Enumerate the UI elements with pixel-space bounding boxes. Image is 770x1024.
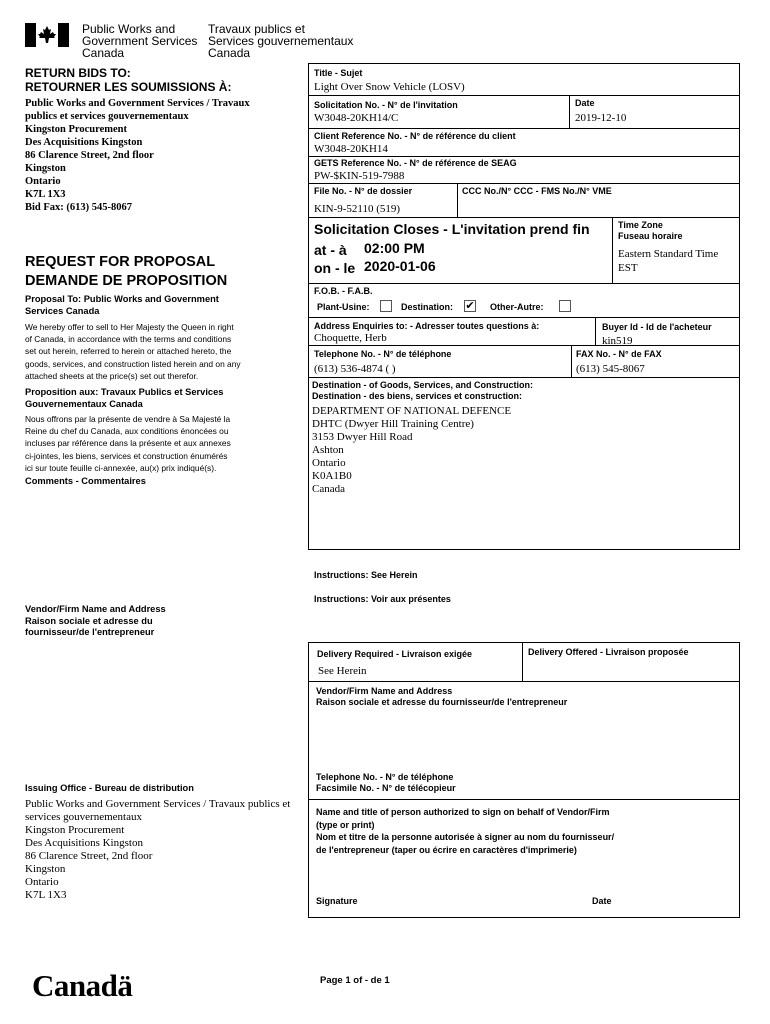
authorized-signer-label[interactable] [316, 806, 614, 856]
offer-line: ci-jointes, les biens, services et construction énumérés [25, 450, 228, 461]
rule [571, 345, 572, 377]
dest-address-line: DEPARTMENT OF NATIONAL DEFENCE [312, 405, 512, 417]
gets-ref-value: PW-$KIN-519-7988 [314, 170, 405, 182]
title-label: Title - Sujet [314, 68, 363, 78]
fax-label-line: Facsimile No. - N° de télécopieur [316, 783, 456, 793]
address-line: Ontario [25, 176, 61, 187]
dest-label-line: Destination - of Goods, Services, and Construction: [312, 380, 534, 390]
rule [569, 95, 570, 128]
tz-label-line: Fuseau horaire [618, 231, 683, 241]
address-line: publics et services gouvernementaux [25, 111, 189, 122]
vendor-line: fournisseur/de l'entrepreneur [25, 627, 155, 637]
signature-label[interactable]: Signature [316, 896, 358, 906]
proposal-to-line: Services Canada [25, 305, 100, 316]
tz-value-line: Eastern Standard Time [618, 248, 719, 260]
header-fr-line: Services gouvernementaux [208, 34, 354, 48]
issuing-office-address [25, 798, 290, 902]
header-en-line: Public Works and [82, 22, 176, 36]
destination-address [312, 405, 511, 496]
offer-line: goods, services, and construction listed herein and on any [25, 358, 241, 369]
ccc-no-label: CCC No./N° CCC - FMS No./N° VME [462, 186, 612, 196]
file-no-label: File No. - N° de dossier [314, 186, 413, 196]
signature-date-label[interactable]: Date [592, 896, 612, 906]
address-enquiries-value: Choquette, Herb [314, 332, 387, 344]
offer-line: Nous offrons par la présente de vendre à Sa Majesté la [25, 414, 231, 424]
destination-checkbox[interactable]: ✔ [465, 300, 475, 312]
authorized-label-line: Nom et titre de la personne autorisée à signer au nom du fournisseur/ [316, 832, 615, 842]
address-line: K7L 1X3 [25, 189, 66, 200]
authorized-label-line: Name and title of person authorized to sign on behalf of Vendor/Firm [316, 807, 610, 817]
fax-label: FAX No. - N° de FAX [576, 349, 662, 359]
rule [309, 377, 739, 378]
proposal-to [25, 294, 219, 317]
closing-date-label: on - le [314, 260, 356, 276]
proposition-line: Proposition aux: Travaux Publics et Services [25, 387, 224, 397]
return-bids-fr: RETOURNER LES SOUMISSIONS À: [25, 80, 232, 94]
return-bids-en: RETURN BIDS TO: [25, 66, 131, 80]
address-line: K7L 1X3 [25, 889, 67, 901]
proposition-aux [25, 387, 223, 410]
time-zone-value [618, 247, 718, 275]
instructions-fr: Instructions: Voir aux présentes [314, 594, 451, 604]
rule [309, 128, 739, 129]
rule [309, 95, 739, 96]
rule [309, 156, 739, 157]
gets-ref-label: GETS Reference No. - N° de référence de SEAG [314, 158, 517, 168]
buyer-id-label: Buyer Id - Id de l'acheteur [602, 322, 712, 332]
address-line: Kingston [25, 863, 66, 875]
vendor-phone-fax-label[interactable] [316, 772, 456, 794]
tz-label-line: Time Zone [618, 220, 663, 230]
department-name-en [82, 23, 197, 59]
rule [309, 283, 739, 284]
canada-wordmark-logo: Canadä [32, 968, 133, 1003]
address-line: Des Acquisitions Kingston [25, 837, 143, 849]
phone-label-line: Telephone No. - N° de téléphone [316, 772, 454, 782]
title-value: Light Over Snow Vehicle (LOSV) [314, 81, 465, 93]
vendor-name-address-label[interactable] [316, 686, 567, 708]
vendor-label-line: Raison sociale et adresse du fournisseur/de l'entrepreneur [316, 697, 568, 707]
address-line: 86 Clarence Street, 2nd floor [25, 850, 153, 862]
dest-address-line: K0A1B0 [312, 470, 352, 482]
rule [309, 317, 739, 318]
plant-usine-label: Plant-Usine: [317, 302, 370, 312]
offer-line: attached sheets at the price(s) set out therefor. [25, 370, 199, 381]
address-line: Ontario [25, 876, 59, 888]
buyer-id-value: kin519 [602, 335, 633, 345]
comments-label: Comments - Commentaires [25, 476, 146, 486]
header-fr-line: Travaux publics et [208, 22, 305, 36]
canada-flag-icon [25, 23, 69, 47]
address-line: Public Works and Government Services / Travaux [25, 98, 250, 109]
authorized-label-line: (type or print) [316, 819, 375, 830]
solicitation-no-value: W3048-20KH14/C [314, 112, 399, 124]
dest-label-line: Destination - des biens, services et construction: [312, 391, 523, 401]
rule [612, 217, 613, 283]
file-no-value: KIN-9-52110 (519) [314, 203, 401, 215]
date-value: 2019-12-10 [575, 112, 627, 124]
bid-fax: Bid Fax: (613) 545-8067 [25, 202, 133, 213]
address-line: Des Acquisitions Kingston [25, 137, 143, 148]
rule [309, 799, 739, 800]
header-en-line: Canada [82, 46, 125, 60]
rule [309, 681, 739, 682]
address-line: services gouvernementaux [25, 811, 142, 823]
solicitation-no-label: Solicitation No. - N° de l'invitation [314, 100, 458, 110]
vendor-label-line: Vendor/Firm Name and Address [316, 686, 453, 696]
offer-line: We hereby offer to sell to Her Majesty the Queen in right [25, 322, 234, 332]
tz-value-line: EST [618, 262, 638, 274]
destination-goods-label [312, 380, 533, 402]
dest-address-line: Canada [312, 483, 345, 495]
other-autre-label: Other-Autre: [490, 302, 544, 312]
offer-line: ici sur toute feuille ci-annexée, au(x) prix indiqué(s). [25, 462, 217, 473]
client-ref-value: W3048-20KH14 [314, 143, 388, 155]
client-ref-label: Client Reference No. - N° de référence du client [314, 131, 516, 141]
vendor-line: Vendor/Firm Name and Address [25, 604, 166, 614]
address-line: 86 Clarence Street, 2nd floor [25, 150, 154, 161]
department-name-fr [208, 23, 353, 59]
vendor-response-box [308, 642, 740, 918]
dest-address-line: Ashton [312, 444, 344, 456]
issuing-office-label: Issuing Office - Bureau de distribution [25, 783, 194, 793]
destination-label: Destination: [401, 302, 454, 312]
dest-address-line: 3153 Dwyer Hill Road [312, 431, 413, 443]
rfp-title-en: REQUEST FOR PROPOSAL [25, 254, 216, 270]
rule [595, 317, 596, 345]
proposition-line: Gouvernementaux Canada [25, 398, 143, 409]
offer-text-en [25, 321, 241, 382]
fax-value: (613) 545-8067 [576, 363, 645, 375]
offer-text-fr [25, 413, 231, 474]
offer-line: set out herein, referred to herein or attached hereto, the [25, 346, 232, 357]
dest-address-line: DHTC (Dwyer Hill Training Centre) [312, 418, 474, 430]
rule [309, 183, 739, 184]
closing-time-label: at - à [314, 242, 347, 258]
delivery-required-value: See Herein [318, 665, 367, 677]
offer-line: Reine du chef du Canada, aux conditions énoncées ou [25, 426, 229, 437]
telephone-label: Telephone No. - N° de téléphone [314, 349, 452, 359]
delivery-offered-label[interactable]: Delivery Offered - Livraison proposée [528, 647, 689, 657]
proposal-to-line: Proposal To: Public Works and Government [25, 294, 219, 304]
authorized-label-line: de l'entrepreneur (taper ou écrire en caractères d'imprimerie) [316, 844, 577, 855]
address-line: Kingston Procurement [25, 124, 127, 135]
header-fr-line: Canada [208, 46, 251, 60]
closing-date-value: 2020-01-06 [364, 258, 436, 274]
page-number: Page 1 of - de 1 [320, 975, 390, 986]
address-line: Public Works and Government Services / Travaux publics et [25, 798, 291, 810]
delivery-required-label: Delivery Required - Livraison exigée [317, 649, 473, 659]
telephone-value: (613) 536-4874 ( ) [314, 363, 396, 375]
date-label: Date [575, 98, 595, 108]
solicitation-closes: Solicitation Closes - L'invitation prend fin [314, 221, 590, 237]
rule [309, 345, 739, 346]
time-zone-label [618, 220, 683, 242]
rule [309, 217, 739, 218]
header-en-line: Government Services [82, 34, 198, 48]
offer-line: of Canada, in accordance with the terms and conditions [25, 334, 232, 345]
instructions-en: Instructions: See Herein [314, 570, 418, 580]
address-line: Kingston Procurement [25, 824, 125, 836]
vendor-line: Raison sociale et adresse du [25, 615, 153, 626]
address-enquiries-label: Address Enquiries to: - Adresser toutes questions à: [314, 321, 540, 331]
offer-line: incluses par référence dans la présente et aux annexes [25, 438, 231, 449]
fob-label: F.O.B. - F.A.B. [314, 286, 373, 296]
rfp-title-fr: DEMANDE DE PROPOSITION [25, 273, 228, 289]
plant-usine-checkbox[interactable] [380, 300, 392, 312]
address-line: Kingston [25, 163, 66, 174]
vendor-firm-label [25, 604, 166, 639]
return-address [25, 97, 250, 214]
rule [457, 183, 458, 217]
closing-time-value: 02:00 PM [364, 240, 425, 256]
dest-address-line: Ontario [312, 457, 346, 469]
rule [522, 643, 523, 681]
solicitation-info-box [308, 63, 740, 550]
other-autre-checkbox[interactable] [559, 300, 571, 312]
